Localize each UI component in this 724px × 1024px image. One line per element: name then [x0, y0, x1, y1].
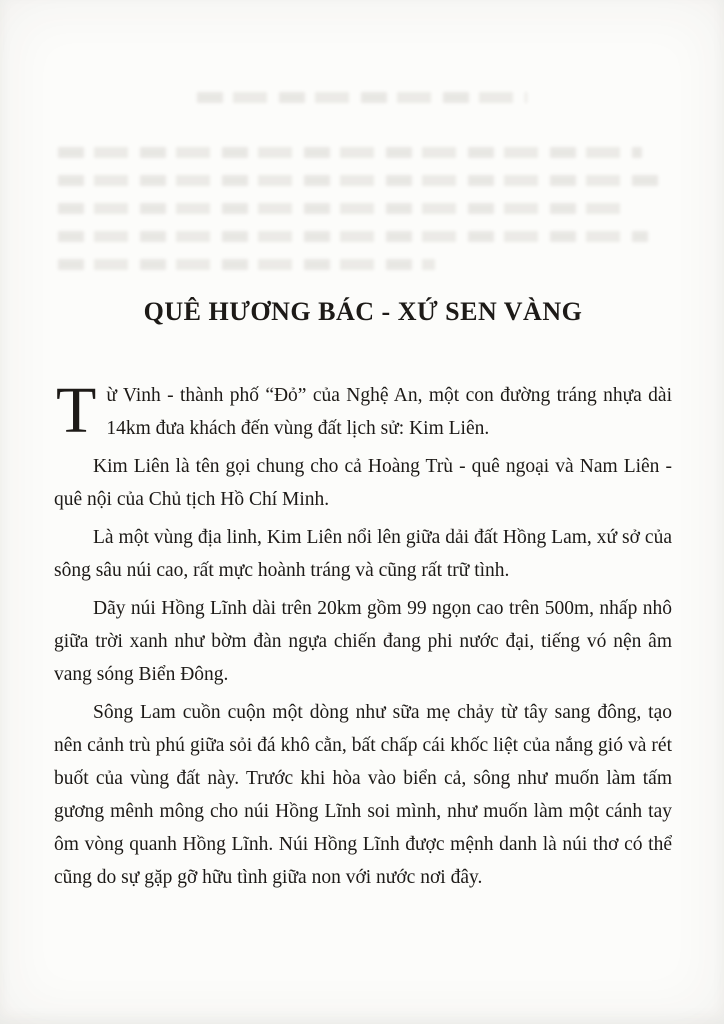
paragraph-lead-text: ừ Vinh - thành phố “Đỏ” của Nghệ An, một con đường tráng nhựa dài 14km đưa khách đến vùng đất lịch sử: Kim Liên.	[106, 385, 672, 440]
chapter-title: QUÊ HƯƠNG BÁC - XỨ SEN VÀNG	[143, 297, 583, 326]
page-content	[54, 0, 672, 899]
paragraph: Kim Liên là tên gọi chung cho cả Hoàng Trù - quê ngoại và Nam Liên - quê nội của Chủ tịch Hồ Chí Minh.	[54, 456, 672, 511]
drop-cap-letter: T	[56, 374, 97, 448]
paragraph: Là một vùng địa linh, Kim Liên nổi lên giữa dải đất Hồng Lam, xứ sở của sông sâu núi cao, rất mực hoành tráng và cũng rất trữ tình.	[54, 527, 672, 582]
paragraph: Sông Lam cuồn cuộn một dòng như sữa mẹ chảy từ tây sang đông, tạo nên cảnh trù phú giữa sỏi đá khô cằn, bất chấp cái khốc liệt của nắng gió và rét buốt của vùng đất này. Trước khi hòa vào biển cả, sông như muốn làm tấm gương mênh mông cho núi Hồng Lĩnh soi mình, như muốn làm một cánh tay ôm vòng quanh Hồng Lĩnh. Núi Hồng Lĩnh được mệnh danh là núi thơ có thể cũng do sự gặp gỡ hữu tình giữa non với nước nơi đây.	[54, 702, 672, 889]
body-text	[54, 374, 672, 894]
paragraph-lead	[54, 374, 672, 448]
paragraph: Dãy núi Hồng Lĩnh dài trên 20km gồm 99 ngọn cao trên 500m, nhấp nhô giữa trời xanh như bờm đàn ngựa chiến đang phi nước đại, tiếng vó nện âm vang sóng Biển Đông.	[54, 598, 672, 686]
